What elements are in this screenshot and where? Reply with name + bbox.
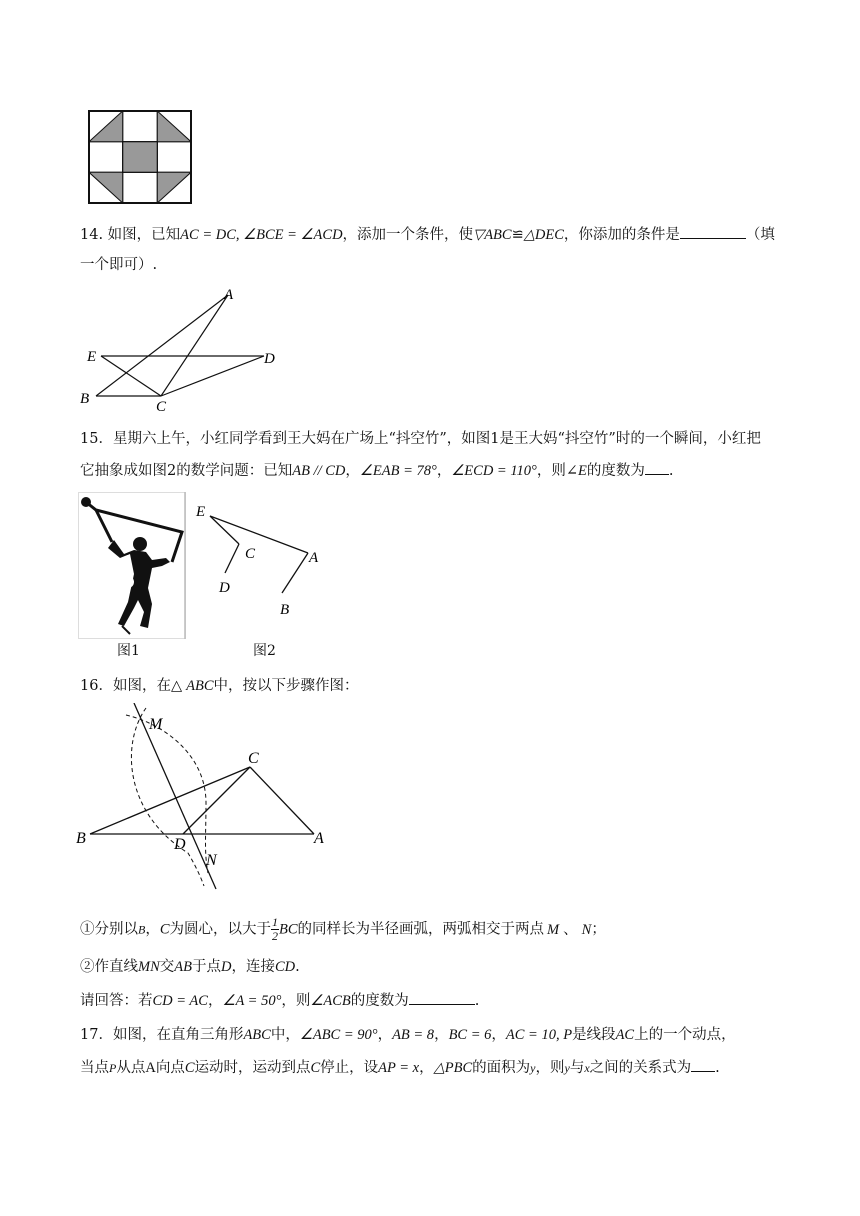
q16-label-c: C: [248, 750, 259, 767]
q17-text-2c: 向点: [155, 1060, 185, 1076]
q16-step1-bc: BC: [279, 921, 298, 938]
q14-label-c: C: [156, 399, 167, 415]
q17-text-d: 上的一个动点，: [634, 1027, 736, 1043]
q16-half-fraction: [271, 916, 279, 943]
q14-text-b: ，添加一个条件，使: [342, 227, 474, 243]
q17-var-y: y: [530, 1061, 536, 1075]
q16-step2-d: D: [220, 959, 232, 975]
q16-step2-text-e: ，连接: [231, 959, 275, 975]
q16-text-a: 16．如图，在△: [80, 678, 183, 694]
q17-text-b: 中，: [270, 1027, 300, 1043]
q17-text-c: 是线段: [572, 1027, 616, 1043]
q17-comma-3: ，: [491, 1027, 506, 1043]
q16-step1-text-c: ，: [145, 921, 160, 938]
q16-step2-text-c: 于点: [191, 959, 221, 975]
q15-label-a: A: [309, 550, 319, 566]
q15-angle-e: E: [577, 463, 587, 479]
q17-triangle-pbc: △PBC: [433, 1060, 473, 1076]
q16-text-b: 中，按以下步骤作图：: [213, 678, 359, 694]
q16-step1-c: C: [159, 921, 170, 938]
q16-label-d: D: [174, 836, 186, 853]
q17-line2: [80, 1057, 720, 1078]
q14-label-e: E: [87, 349, 97, 365]
q16-step1-m: M: [547, 921, 560, 938]
q15-text-c: 的度数为: [586, 463, 645, 479]
q17-text-2k: .: [715, 1060, 720, 1076]
q16-step2-mn: MN: [138, 959, 160, 975]
q17-text-2f: ，: [419, 1060, 434, 1076]
q16-step1-text-a: ①分别以: [80, 921, 138, 938]
q17-ac-length: AC = 10, P: [505, 1027, 573, 1043]
fig2-caption: 图2: [253, 643, 276, 659]
q14-line2: 一个即可）.: [80, 257, 158, 273]
q16-frac-num: 1: [272, 915, 279, 929]
q16-step1-text-i: ；: [591, 921, 606, 938]
q14-congruent-symbol: ≌: [511, 227, 524, 243]
q17-text-a: 17．如图，在直角三角形: [80, 1027, 244, 1043]
q16-label-a: A: [314, 830, 324, 847]
q16-ask-cd-ac: CD = AC: [152, 993, 208, 1009]
q16-ask-angle-a: ∠A = 50°: [222, 993, 282, 1009]
q14-label-d: D: [264, 351, 275, 367]
q16-step2-text-b: 交: [159, 959, 175, 975]
q16-step1-b: B: [138, 922, 146, 937]
q16-frac-den: 2: [272, 929, 279, 943]
q16-step1-text-g: 的同样长为半径画弧，两弧相交于两点: [297, 921, 545, 938]
q17-text-2i: 与: [569, 1060, 585, 1076]
q16-step2-text-a: ②作直线: [80, 959, 138, 975]
q15-text-a: 它抽象成如图2的数学问题：已知: [80, 463, 293, 479]
q15-comma-1: ，: [345, 463, 360, 479]
q15-label-b: B: [280, 602, 290, 618]
q16-step1-text-h: 、: [563, 921, 578, 938]
q17-ab-length: AB = 8: [392, 1027, 435, 1043]
q14-text-c: ，你添加的条件是: [563, 227, 680, 243]
q17-point-p: P: [109, 1061, 117, 1075]
q16-label-b: B: [76, 830, 86, 847]
q16-ask-angle-acb: ∠ACB: [310, 993, 351, 1009]
q17-triangle-abc: ABC: [243, 1027, 271, 1043]
q16-construction-figure: [76, 703, 336, 893]
q17-var-y-2: y: [564, 1061, 570, 1075]
q15-condition-parallel: AB // CD: [292, 463, 346, 479]
q16-ask-text-b: ，: [207, 993, 223, 1009]
q15-label-e: E: [196, 504, 206, 520]
q17-comma-2: ，: [434, 1027, 449, 1043]
q16-step1-n: N: [581, 921, 592, 938]
q14-triangle-abc: ▽ABC: [473, 227, 512, 243]
q15-comma-2: ，: [436, 463, 452, 479]
q16-step2: [80, 957, 300, 977]
q15-condition-ecd: ∠ECD = 110°: [451, 463, 537, 479]
diabolo-player-photo: [78, 492, 188, 640]
q16-label-m: M: [149, 716, 163, 733]
q16-ask-text-c: ，则: [281, 993, 311, 1009]
q17-var-x: x: [584, 1061, 590, 1075]
q15-figure2: [192, 498, 332, 618]
q14-label-a: A: [224, 287, 234, 303]
q15-label-d: D: [219, 580, 230, 596]
q17-bc-length: BC = 6: [448, 1027, 492, 1043]
quilt-square-figure: [88, 110, 192, 204]
q17-text-2j: 之间的关系式为: [589, 1060, 692, 1076]
q16-intro: [80, 676, 359, 696]
q17-point-c-2: C: [310, 1060, 321, 1076]
q14-answer-blank: [680, 224, 746, 239]
q14-figure: [76, 284, 286, 416]
q16-step2-text-f: .: [295, 959, 300, 975]
q14-text-a: 14. 如图，已知: [80, 227, 181, 243]
q17-line1: [80, 1025, 736, 1045]
q16-answer-blank: [409, 990, 475, 1005]
q15-answer-blank: [645, 460, 669, 475]
fig1-caption: 图1: [117, 643, 140, 659]
q16-step2-cd: CD: [274, 959, 296, 975]
q16-triangle-abc: ABC: [186, 678, 214, 694]
q15-line1: 15．星期六上午，小红同学看到王大妈在广场上“抖空竹”，如图1是王大妈“抖空竹”时的一个瞬间，小红把: [80, 431, 761, 447]
q17-text-2d: 运动时，运动到点: [194, 1060, 311, 1076]
q14-line1: [80, 224, 775, 245]
q17-text-2g: 的面积为: [472, 1060, 531, 1076]
q16-ask-text-a: 请回答：若: [80, 993, 153, 1009]
q16-label-n: N: [206, 852, 217, 869]
q16-step2-ab: AB: [174, 959, 192, 975]
q17-point-c: C: [184, 1060, 195, 1076]
q17-text-2a: 当点: [80, 1060, 109, 1076]
q17-ap-equals-x: AP = x: [378, 1060, 420, 1076]
q15-line2: 它抽象成如图2的数学问题：已知AB // CD，∠EAB = 78°，∠ECD = 110°，则∠E的度数为 .: [80, 460, 673, 481]
q16-question: [80, 990, 479, 1011]
q16-step1: [80, 916, 606, 943]
q14-label-b: B: [80, 391, 90, 407]
q17-answer-blank: [691, 1057, 715, 1072]
q17-text-2b: 从点: [116, 1060, 146, 1076]
q17-point-a: A: [145, 1060, 156, 1076]
q17-segment-ac: AC: [615, 1027, 635, 1043]
q14-condition: AC = DC, ∠BCE = ∠ACD: [180, 227, 343, 243]
q15-condition-eab: ∠EAB = 78°: [359, 463, 437, 479]
q17-text-2h: ，则: [535, 1060, 565, 1076]
q14-text-d: （填: [745, 227, 775, 243]
q17-angle-abc: ∠ABC = 90°: [299, 1027, 378, 1043]
q16-ask-text-e: .: [474, 993, 480, 1009]
q17-text-2e: 停止，设: [320, 1060, 379, 1076]
q15-text-b: ，则∠: [536, 463, 578, 479]
q14-triangle-dec: △DEC: [523, 227, 564, 243]
q17-comma-1: ，: [377, 1027, 393, 1043]
q16-ask-text-d: 的度数为: [350, 993, 409, 1009]
q15-label-c: C: [245, 546, 256, 562]
q16-step1-text-e: 为圆心，以大于: [169, 921, 272, 938]
